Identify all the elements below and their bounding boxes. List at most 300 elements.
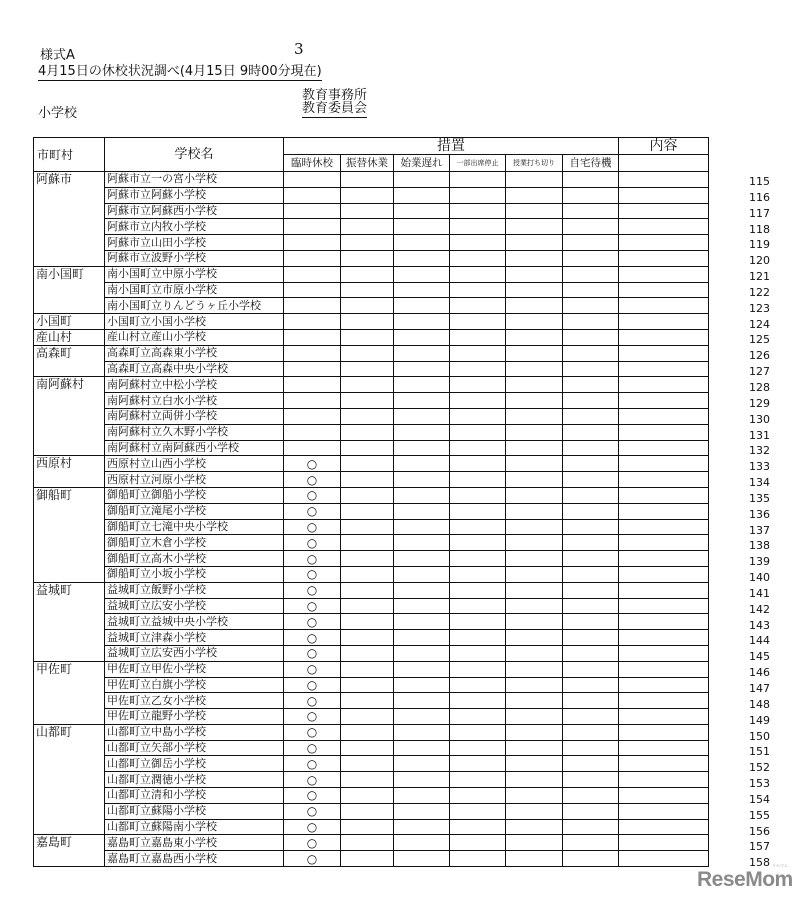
empty-cell (341, 582, 394, 598)
temporary-closure-mark (284, 172, 341, 188)
school-name-cell: 南小国町立市原小学校 (105, 282, 284, 298)
row-number: 134 (749, 476, 770, 490)
empty-cell (506, 661, 563, 677)
row-number: 154 (749, 792, 770, 806)
empty-cell (450, 472, 506, 488)
temporary-closure-mark: ○ (284, 645, 341, 661)
row-number: 156 (749, 824, 770, 838)
empty-cell (506, 709, 563, 725)
empty-cell (394, 835, 450, 851)
empty-cell (563, 535, 619, 551)
row-number: 121 (749, 270, 770, 284)
empty-cell (506, 219, 563, 235)
school-name-cell: 山都町立矢部小学校 (105, 740, 284, 756)
temporary-closure-mark: ○ (284, 503, 341, 519)
empty-cell (619, 456, 709, 472)
empty-cell (506, 535, 563, 551)
school-name-cell: 甲佐町立乙女小学校 (105, 693, 284, 709)
temporary-closure-mark: ○ (284, 693, 341, 709)
temporary-closure-mark: ○ (284, 803, 341, 819)
empty-cell (563, 724, 619, 740)
empty-cell (506, 614, 563, 630)
school-name-cell: 阿蘇市立山田小学校 (105, 235, 284, 251)
empty-cell (341, 614, 394, 630)
table-row (34, 266, 709, 282)
empty-cell (341, 456, 394, 472)
temporary-closure-mark: ○ (284, 756, 341, 772)
empty-cell (506, 266, 563, 282)
empty-cell (506, 503, 563, 519)
municipality-cell: 小国町 (34, 314, 105, 330)
empty-cell (506, 630, 563, 646)
empty-cell (506, 298, 563, 314)
row-number: 120 (749, 254, 770, 268)
table-row (34, 535, 709, 551)
table-row (34, 819, 709, 835)
empty-cell (341, 661, 394, 677)
municipality-cell: 益城町 (34, 582, 105, 661)
resemom-logo: ReseMom (697, 868, 793, 891)
empty-cell (506, 393, 563, 409)
temporary-closure-mark: ○ (284, 598, 341, 614)
empty-cell (563, 487, 619, 503)
school-name-cell: 益城町立広安西小学校 (105, 645, 284, 661)
table-row (34, 503, 709, 519)
temporary-closure-mark (284, 424, 341, 440)
empty-cell (341, 693, 394, 709)
empty-cell (394, 535, 450, 551)
document-title: 4月15日の休校状況調べ(4月15日 9時00分現在) (38, 64, 322, 79)
school-name-cell: 益城町立津森小学校 (105, 630, 284, 646)
table-row (34, 172, 709, 188)
row-number: 127 (749, 365, 770, 379)
empty-cell (394, 661, 450, 677)
temporary-closure-mark (284, 219, 341, 235)
temporary-closure-mark (284, 329, 341, 345)
empty-cell (341, 677, 394, 693)
empty-cell (450, 250, 506, 266)
empty-cell (450, 614, 506, 630)
row-number: 158 (749, 856, 770, 870)
school-name-cell: 山都町立蘇陽南小学校 (105, 819, 284, 835)
empty-cell (394, 393, 450, 409)
empty-cell (619, 424, 709, 440)
empty-cell (450, 393, 506, 409)
table-row (34, 614, 709, 630)
empty-cell (450, 582, 506, 598)
municipality-cell: 山都町 (34, 724, 105, 835)
empty-cell (341, 709, 394, 725)
empty-cell (563, 788, 619, 804)
table-row (34, 756, 709, 772)
row-number: 115 (749, 175, 770, 188)
table-row (34, 440, 709, 456)
temporary-closure-mark: ○ (284, 472, 341, 488)
empty-cell (563, 740, 619, 756)
table-row (34, 598, 709, 614)
temporary-closure-mark: ○ (284, 819, 341, 835)
empty-cell (563, 772, 619, 788)
school-name-cell: 甲佐町立甲佐小学校 (105, 661, 284, 677)
empty-cell (394, 503, 450, 519)
empty-cell (619, 819, 709, 835)
temporary-closure-mark: ○ (284, 566, 341, 582)
empty-cell (563, 645, 619, 661)
row-number: 122 (749, 285, 770, 299)
empty-cell (619, 693, 709, 709)
row-number: 147 (749, 682, 770, 695)
empty-cell (563, 819, 619, 835)
empty-cell (394, 582, 450, 598)
empty-cell (394, 314, 450, 330)
row-number: 141 (749, 586, 770, 600)
empty-cell (563, 693, 619, 709)
empty-cell (450, 361, 506, 377)
table-row (34, 851, 709, 867)
empty-cell (506, 282, 563, 298)
empty-cell (341, 424, 394, 440)
empty-cell (619, 440, 709, 456)
header-school-name: 学校名 (105, 138, 284, 172)
empty-cell (563, 566, 619, 582)
empty-cell (563, 408, 619, 424)
empty-cell (394, 614, 450, 630)
empty-cell (450, 551, 506, 567)
empty-cell (619, 408, 709, 424)
empty-cell (563, 677, 619, 693)
empty-cell (619, 788, 709, 804)
resemom-logo-sub: リセマム (772, 863, 788, 868)
school-name-cell: 高森町立高森東小学校 (105, 345, 284, 361)
row-number: 119 (749, 238, 770, 252)
empty-cell (506, 361, 563, 377)
school-name-cell: 阿蘇市立内牧小学校 (105, 219, 284, 235)
row-number: 135 (749, 491, 770, 505)
temporary-closure-mark: ○ (284, 519, 341, 535)
empty-cell (450, 266, 506, 282)
empty-cell (563, 235, 619, 251)
temporary-closure-mark: ○ (284, 630, 341, 646)
empty-cell (619, 582, 709, 598)
empty-cell (394, 250, 450, 266)
empty-cell (394, 172, 450, 188)
empty-cell (394, 424, 450, 440)
empty-cell (341, 803, 394, 819)
empty-cell (450, 756, 506, 772)
temporary-closure-mark (284, 345, 341, 361)
header-home-standby: 自宅待機 (563, 155, 619, 172)
empty-cell (394, 298, 450, 314)
empty-cell (506, 756, 563, 772)
school-name-cell: 嘉島町立嘉島東小学校 (105, 835, 284, 851)
empty-cell (450, 598, 506, 614)
row-number: 116 (749, 190, 770, 204)
empty-cell (450, 424, 506, 440)
empty-cell (563, 803, 619, 819)
temporary-closure-mark (284, 250, 341, 266)
school-name-cell: 御船町立滝尾小学校 (105, 503, 284, 519)
row-number: 126 (749, 349, 770, 363)
empty-cell (341, 235, 394, 251)
empty-cell (619, 250, 709, 266)
empty-cell (450, 329, 506, 345)
table-row (34, 724, 709, 740)
empty-cell (619, 345, 709, 361)
municipality-cell: 阿蘇市 (34, 172, 105, 267)
temporary-closure-mark: ○ (284, 456, 341, 472)
empty-cell (619, 835, 709, 851)
empty-cell (450, 345, 506, 361)
row-number: 130 (749, 412, 770, 426)
row-number: 138 (749, 539, 770, 553)
empty-cell (563, 393, 619, 409)
school-name-cell: 甲佐町立白旗小学校 (105, 677, 284, 693)
table-row (34, 472, 709, 488)
empty-cell (506, 487, 563, 503)
empty-cell (341, 772, 394, 788)
municipality-cell: 西原村 (34, 456, 105, 488)
empty-cell (619, 393, 709, 409)
empty-cell (563, 187, 619, 203)
table-body (34, 172, 709, 867)
empty-cell (341, 361, 394, 377)
empty-cell (341, 598, 394, 614)
empty-cell (394, 329, 450, 345)
empty-cell (563, 266, 619, 282)
empty-cell (619, 219, 709, 235)
empty-cell (619, 472, 709, 488)
empty-cell (394, 819, 450, 835)
empty-cell (563, 598, 619, 614)
empty-cell (450, 282, 506, 298)
table-row (34, 329, 709, 345)
table-row (34, 424, 709, 440)
row-number: 152 (749, 761, 770, 775)
empty-cell (619, 329, 709, 345)
row-number: 144 (749, 634, 770, 648)
school-name-cell: 西原村立山西小学校 (105, 456, 284, 472)
empty-cell (394, 408, 450, 424)
temporary-closure-mark: ○ (284, 677, 341, 693)
school-name-cell: 山都町立中島小学校 (105, 724, 284, 740)
empty-cell (394, 282, 450, 298)
empty-cell (450, 835, 506, 851)
empty-cell (341, 203, 394, 219)
empty-cell (341, 645, 394, 661)
header-content: 内容 (619, 138, 709, 155)
row-number: 151 (749, 745, 770, 759)
handwritten-mark: 3 (294, 40, 304, 58)
temporary-closure-mark: ○ (284, 724, 341, 740)
header-temporary-closure: 臨時休校 (284, 155, 341, 172)
temporary-closure-mark: ○ (284, 487, 341, 503)
empty-cell (341, 345, 394, 361)
row-number: 125 (749, 333, 770, 347)
temporary-closure-mark (284, 393, 341, 409)
temporary-closure-mark (284, 408, 341, 424)
table-row (34, 645, 709, 661)
empty-cell (394, 266, 450, 282)
row-number: 142 (749, 602, 770, 616)
table-row (34, 582, 709, 598)
table-row (34, 361, 709, 377)
empty-cell (394, 472, 450, 488)
table-row (34, 788, 709, 804)
header-content-blank (619, 155, 709, 172)
school-name-cell: 甲佐町立龍野小学校 (105, 709, 284, 725)
empty-cell (450, 677, 506, 693)
empty-cell (394, 487, 450, 503)
empty-cell (563, 472, 619, 488)
row-number: 118 (749, 222, 770, 236)
empty-cell (394, 551, 450, 567)
empty-cell (506, 851, 563, 867)
empty-cell (563, 661, 619, 677)
temporary-closure-mark (284, 187, 341, 203)
empty-cell (563, 709, 619, 725)
temporary-closure-mark: ○ (284, 582, 341, 598)
empty-cell (619, 614, 709, 630)
empty-cell (619, 361, 709, 377)
empty-cell (450, 503, 506, 519)
table-row (34, 803, 709, 819)
empty-cell (394, 566, 450, 582)
temporary-closure-mark (284, 203, 341, 219)
table-row (34, 282, 709, 298)
table-row (34, 661, 709, 677)
empty-cell (563, 172, 619, 188)
municipality-cell: 南小国町 (34, 266, 105, 313)
row-number: 137 (749, 523, 770, 537)
empty-cell (506, 408, 563, 424)
table-row (34, 203, 709, 219)
empty-cell (341, 266, 394, 282)
empty-cell (341, 250, 394, 266)
school-name-cell: 南阿蘇村立南阿蘇西小学校 (105, 440, 284, 456)
empty-cell (394, 345, 450, 361)
school-name-cell: 高森町立高森中央小学校 (105, 361, 284, 377)
empty-cell (450, 487, 506, 503)
empty-cell (506, 440, 563, 456)
empty-cell (341, 535, 394, 551)
empty-cell (394, 851, 450, 867)
table-row (34, 772, 709, 788)
temporary-closure-mark (284, 314, 341, 330)
header-substitute-holiday: 振替休業 (341, 155, 394, 172)
empty-cell (394, 440, 450, 456)
empty-cell (506, 835, 563, 851)
empty-cell (450, 661, 506, 677)
empty-cell (341, 219, 394, 235)
board-label: 教育委員会 (302, 101, 368, 116)
empty-cell (506, 788, 563, 804)
temporary-closure-mark: ○ (284, 661, 341, 677)
empty-cell (506, 803, 563, 819)
table-row (34, 551, 709, 567)
temporary-closure-mark: ○ (284, 535, 341, 551)
row-number: 153 (749, 777, 770, 791)
empty-cell (619, 630, 709, 646)
row-number-column (740, 174, 770, 871)
empty-cell (506, 740, 563, 756)
empty-cell (563, 551, 619, 567)
row-number: 140 (749, 571, 770, 585)
empty-cell (506, 235, 563, 251)
empty-cell (563, 630, 619, 646)
empty-cell (506, 345, 563, 361)
empty-cell (341, 756, 394, 772)
empty-cell (341, 519, 394, 535)
empty-cell (450, 772, 506, 788)
empty-cell (394, 740, 450, 756)
row-number: 131 (749, 428, 770, 442)
empty-cell (341, 788, 394, 804)
temporary-closure-mark (284, 235, 341, 251)
empty-cell (506, 203, 563, 219)
empty-cell (563, 456, 619, 472)
empty-cell (563, 314, 619, 330)
empty-cell (619, 314, 709, 330)
temporary-closure-mark (284, 266, 341, 282)
empty-cell (394, 235, 450, 251)
school-name-cell: 南阿蘇村立両併小学校 (105, 408, 284, 424)
empty-cell (394, 724, 450, 740)
school-name-cell: 益城町立広安小学校 (105, 598, 284, 614)
empty-cell (450, 724, 506, 740)
empty-cell (619, 566, 709, 582)
table-row (34, 393, 709, 409)
temporary-closure-mark: ○ (284, 772, 341, 788)
empty-cell (450, 788, 506, 804)
temporary-closure-mark (284, 377, 341, 393)
closure-status-table (33, 137, 709, 867)
empty-cell (506, 472, 563, 488)
empty-cell (619, 803, 709, 819)
empty-cell (619, 551, 709, 567)
temporary-closure-mark: ○ (284, 788, 341, 804)
row-number: 129 (749, 396, 770, 410)
school-name-cell: 阿蘇市立一の宮小学校 (105, 172, 284, 188)
row-number: 136 (749, 507, 770, 521)
empty-cell (450, 645, 506, 661)
empty-cell (563, 219, 619, 235)
row-number: 132 (749, 444, 770, 458)
table-row (34, 487, 709, 503)
empty-cell (394, 203, 450, 219)
empty-cell (563, 582, 619, 598)
school-name-cell: 南阿蘇村立久木野小学校 (105, 424, 284, 440)
empty-cell (394, 187, 450, 203)
empty-cell (506, 724, 563, 740)
empty-cell (341, 172, 394, 188)
empty-cell (394, 630, 450, 646)
header-delayed-start: 始業遅れ (394, 155, 450, 172)
empty-cell (394, 456, 450, 472)
empty-cell (450, 693, 506, 709)
empty-cell (450, 709, 506, 725)
empty-cell (341, 551, 394, 567)
header-municipality: 市町村 (34, 138, 105, 172)
school-name-cell: 山都町立蘇陽小学校 (105, 803, 284, 819)
empty-cell (619, 172, 709, 188)
empty-cell (394, 361, 450, 377)
empty-cell (619, 661, 709, 677)
table-row (34, 408, 709, 424)
empty-cell (563, 298, 619, 314)
empty-cell (506, 519, 563, 535)
empty-cell (341, 408, 394, 424)
empty-cell (506, 677, 563, 693)
